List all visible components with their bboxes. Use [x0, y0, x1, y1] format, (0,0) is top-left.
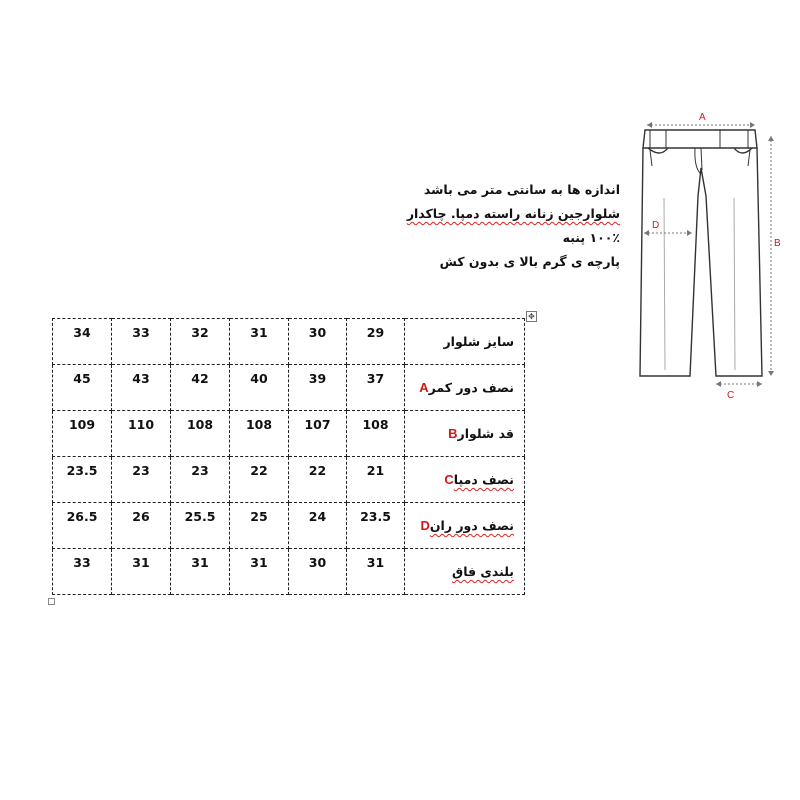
- note-product-type: شلوارجین زنانه راسته دمپا. چاکدار: [406, 206, 620, 221]
- row-label-text: سایز شلوار: [443, 334, 514, 349]
- table-row: [53, 319, 525, 365]
- row-label-text: نصف دمپا: [453, 472, 514, 487]
- table-row: [53, 549, 525, 595]
- table-cell-value: 25.5: [171, 503, 230, 549]
- row-label-text: نصف دور ران: [429, 518, 514, 533]
- table-cell-value: 40: [230, 365, 289, 411]
- label-d: D: [652, 220, 660, 231]
- table-cell-value: 23: [171, 457, 230, 503]
- note-fabric: پارچه ی گرم بالا ی بدون کش: [439, 254, 620, 269]
- table-cell-value: 21: [347, 457, 405, 503]
- table-cell-value: 31: [230, 319, 289, 365]
- product-notes: [380, 178, 620, 274]
- table-row-label: [405, 365, 525, 411]
- table-row-label: [405, 411, 525, 457]
- table-row-label: [405, 549, 525, 595]
- pants-measurement-diagram: [630, 108, 780, 408]
- table-cell-value: 42: [171, 365, 230, 411]
- row-label-letter: A: [419, 380, 429, 395]
- table-cell-value: 31: [230, 549, 289, 595]
- table-row-label: [405, 319, 525, 365]
- table-cell-value: 31: [112, 549, 171, 595]
- table-cell-value: 43: [112, 365, 171, 411]
- table-row: [53, 365, 525, 411]
- table-cell-value: 31: [171, 549, 230, 595]
- row-label-letter: C: [444, 472, 454, 487]
- row-label-letter: B: [448, 426, 458, 441]
- table-cell-value: 33: [53, 549, 112, 595]
- row-label-text: بلندی فاق: [452, 564, 514, 579]
- table-cell-value: 23.5: [347, 503, 405, 549]
- table-cell-value: 29: [347, 319, 405, 365]
- label-a: A: [699, 112, 706, 123]
- move-arrows-icon[interactable]: ✥: [526, 311, 537, 322]
- table-cell-value: 24: [289, 503, 347, 549]
- table-cell-value: 39: [289, 365, 347, 411]
- table-cell-value: 22: [230, 457, 289, 503]
- table-cell-value: 37: [347, 365, 405, 411]
- row-label-text: نصف دور کمر: [428, 380, 514, 395]
- table-cell-value: 107: [289, 411, 347, 457]
- table-cell-value: 109: [53, 411, 112, 457]
- row-label-text: قد شلوار: [457, 426, 514, 441]
- table-cell-value: 108: [171, 411, 230, 457]
- table-row: [53, 457, 525, 503]
- table-row-label: [405, 457, 525, 503]
- table-cell-value: 108: [230, 411, 289, 457]
- pants-outline-shape: [640, 148, 762, 376]
- table-cell-value: 31: [347, 549, 405, 595]
- note-material: ۱۰۰٪ پنبه: [562, 230, 620, 245]
- label-c: C: [727, 390, 735, 401]
- label-b: B: [774, 238, 781, 249]
- table-cell-value: 45: [53, 365, 112, 411]
- table-cell-value: 25: [230, 503, 289, 549]
- table-cell-value: 26: [112, 503, 171, 549]
- table-cell-value: 110: [112, 411, 171, 457]
- table-cell-value: 26.5: [53, 503, 112, 549]
- table-resize-handle[interactable]: [48, 598, 55, 605]
- row-label-letter: D: [420, 518, 430, 533]
- table-cell-value: 23: [112, 457, 171, 503]
- table-cell-value: 32: [171, 319, 230, 365]
- size-table-container: [52, 318, 524, 595]
- table-cell-value: 30: [289, 319, 347, 365]
- table-cell-value: 30: [289, 549, 347, 595]
- table-cell-value: 23.5: [53, 457, 112, 503]
- table-cell-value: 33: [112, 319, 171, 365]
- table-cell-value: 34: [53, 319, 112, 365]
- table-row-label: [405, 503, 525, 549]
- table-row: [53, 411, 525, 457]
- table-cell-value: 108: [347, 411, 405, 457]
- note-units: اندازه ها به سانتی متر می باشد: [423, 182, 620, 197]
- table-cell-value: 22: [289, 457, 347, 503]
- size-table: [52, 318, 525, 595]
- waistband-shape: [643, 130, 757, 148]
- table-row: [53, 503, 525, 549]
